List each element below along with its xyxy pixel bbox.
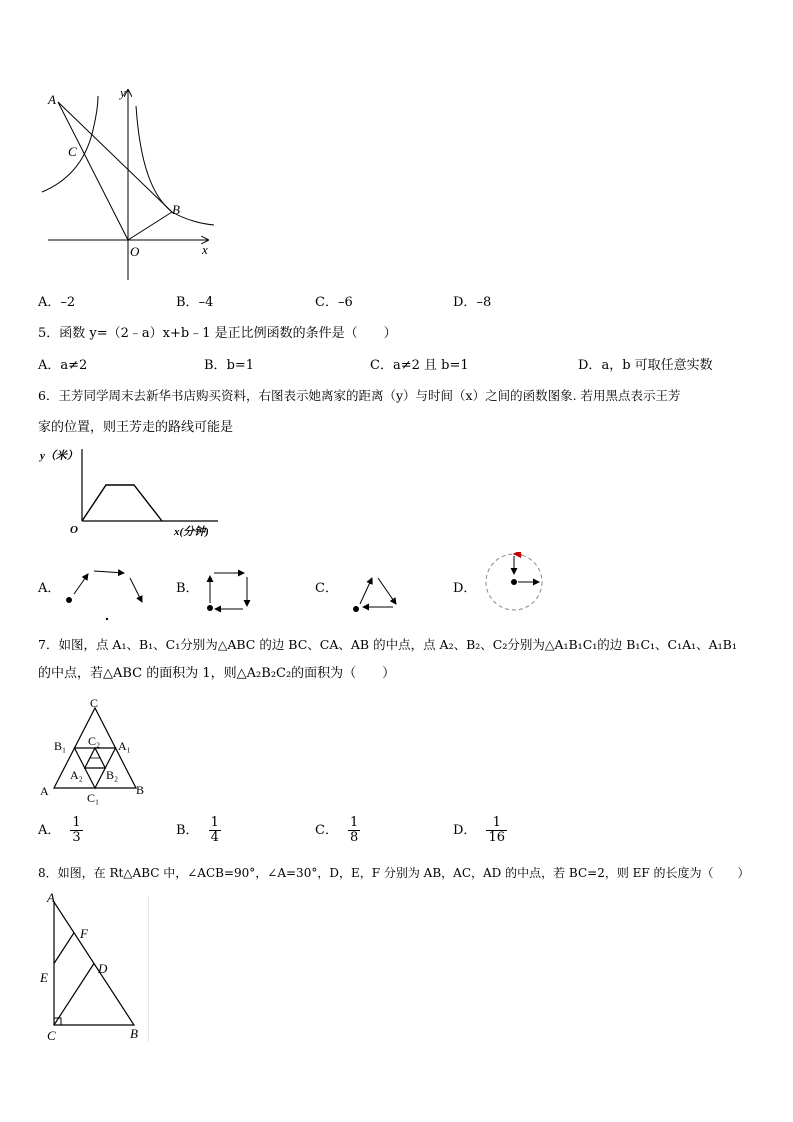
q6-route-c	[346, 568, 406, 618]
q5-option-a: A．a≠2	[38, 358, 88, 373]
label-A: A	[48, 92, 56, 107]
q7-figure	[36, 696, 156, 806]
q5-option-b: B．b=1	[204, 358, 255, 373]
q6-x-label: x(分钟)	[174, 526, 209, 538]
segment-AO	[58, 102, 128, 240]
q6-option-c: C．	[315, 581, 338, 596]
q5-option-c: C．a≠2 且 b=1	[370, 358, 469, 373]
q4-option-d: D．–8	[453, 295, 492, 310]
q7-label-A1: A₁	[118, 739, 131, 753]
label-C: C	[68, 144, 77, 159]
q7-option-d: D． $\frac{1}{16}$	[453, 815, 505, 845]
q7-stem-line2: 的中点，若△ABC 的面积为 1，则△A₂B₂C₂的面积为（ ）	[38, 666, 396, 681]
q8-figure	[38, 892, 150, 1042]
q8-label-C: C	[47, 1028, 56, 1042]
q8-stem: 8．如图，在 Rt△ABC 中，∠ACB=90°，∠A=30°，D，E，F 分别为 AB，AC，AD 的中点，若 BC=2，则 EF 的长度为（ ）	[38, 866, 750, 880]
q7-label-C: C	[90, 696, 99, 710]
q6-graph-line	[82, 485, 162, 521]
q6-stem-line1: 6．王芳同学周末去新华书店购买资料，右图表示她离家的距离（y）与时间（x）之间的函数图象. 若用黑点表示王芳	[38, 388, 681, 403]
q4-option-b: B．–4	[176, 295, 214, 310]
q8-label-F: F	[80, 926, 88, 941]
q7-label-C2: C₂	[88, 734, 101, 748]
q6-route-b	[200, 566, 260, 616]
q6-option-a: A．	[38, 581, 61, 596]
q4-figure	[36, 84, 226, 284]
label-B: B	[172, 202, 180, 217]
q8-label-B: B	[130, 1026, 138, 1041]
q7-label-A: A	[40, 784, 49, 798]
q7-label-C1: C₁	[87, 791, 100, 805]
q4-option-c: C．–6	[315, 295, 353, 310]
q7-option-a: A． $\frac{1}{3}$	[38, 815, 81, 845]
q5-stem: 5．函数 y=（2﹣a）x+b﹣1 是正比例函数的条件是（ ）	[38, 326, 397, 341]
q8-label-E: E	[40, 970, 48, 985]
q8-label-D: D	[98, 961, 108, 976]
q6-origin-label: O	[70, 524, 78, 536]
q7-label-B1: B₁	[54, 739, 67, 753]
q7-label-B: B	[136, 783, 145, 797]
q6-route-a	[60, 562, 150, 622]
q8-label-A: A	[47, 892, 55, 905]
q5-option-d: D．a，b 可取任意实数	[578, 358, 713, 373]
label-O: O	[130, 244, 140, 259]
q8-figure-border	[148, 896, 149, 1042]
q7-label-A2: A₂	[70, 768, 83, 782]
q4-option-a: A．–2	[38, 295, 76, 310]
q6-y-label: y（米）	[40, 450, 78, 462]
q6-option-b: B．	[176, 581, 199, 596]
q7-stem	[38, 630, 758, 688]
q7-stem-line1: 7．如图，点 A₁、B₁、C₁分别为△ABC 的边 BC、CA、AB 的中点，点 A₂、B₂、C₂分别为△A₁B₁C₁的边 B₁C₁、C₁A₁、A₁B₁	[38, 637, 737, 652]
segment-OB	[128, 212, 172, 240]
q7-option-c: C． $\frac{1}{8}$	[315, 815, 359, 845]
q6-graph	[38, 445, 228, 540]
q6-stem-line2: 家的位置，则王芳走的路线可能是	[38, 420, 234, 435]
q6-option-d: D．	[453, 581, 477, 596]
label-x: x	[202, 242, 208, 257]
q7-label-B2: B₂	[106, 768, 119, 782]
q7-option-b: B． $\frac{1}{4}$	[176, 815, 219, 845]
q6-route-d	[484, 552, 546, 614]
label-y: y	[120, 85, 126, 100]
